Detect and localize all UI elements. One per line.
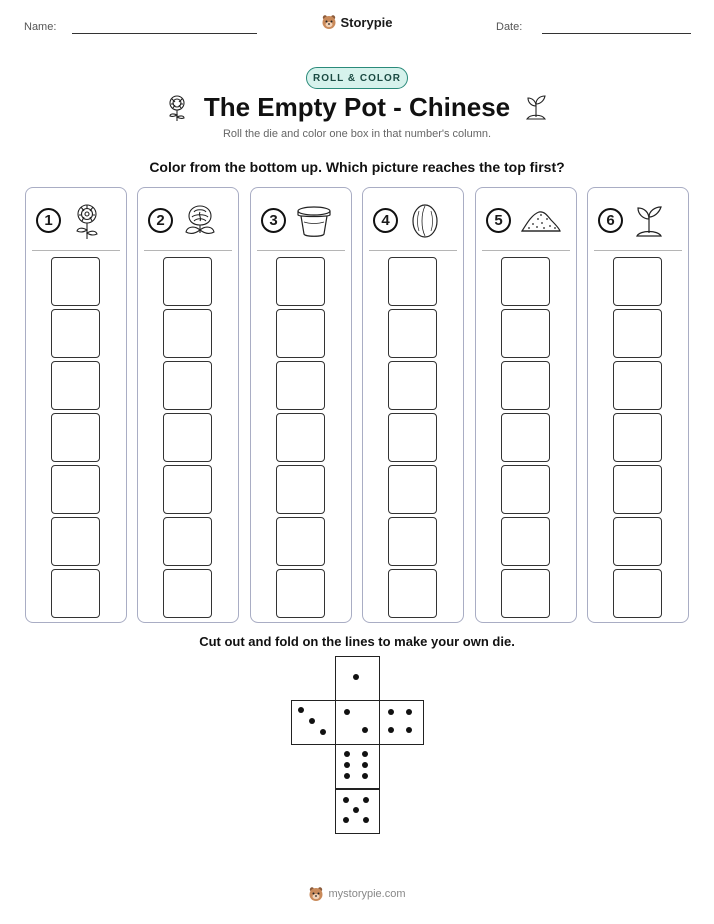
cut-instruction: Cut out and fold on the lines to make your own die. (199, 634, 515, 649)
die-pip (353, 674, 359, 680)
color-box[interactable] (388, 257, 437, 306)
column-5 (475, 187, 577, 623)
column-2 (137, 187, 239, 623)
column-divider (482, 250, 570, 251)
column-header (26, 188, 126, 250)
die-pip (344, 762, 350, 768)
color-box[interactable] (613, 257, 662, 306)
column-3 (250, 187, 352, 623)
peony-flower-icon (182, 202, 218, 240)
page-subtitle: Roll the die and color one box in that number's column. (222, 128, 492, 140)
die-pip (343, 797, 349, 803)
flower-pot-icon (295, 202, 333, 240)
color-box[interactable] (613, 517, 662, 566)
color-box[interactable] (501, 309, 550, 358)
color-box[interactable] (388, 309, 437, 358)
die-pip (343, 817, 349, 823)
color-box[interactable] (276, 569, 325, 618)
sprout-icon (632, 202, 666, 240)
die-pip (388, 727, 394, 733)
color-box[interactable] (276, 257, 325, 306)
color-box[interactable] (51, 413, 100, 462)
column-number: 3 (261, 208, 286, 233)
name-line[interactable] (72, 33, 257, 34)
color-box[interactable] (163, 517, 212, 566)
color-box[interactable] (51, 465, 100, 514)
column-4 (362, 187, 464, 623)
name-label: Name: (24, 21, 57, 33)
footer-url[interactable]: mystorypie.com (328, 888, 406, 900)
column-divider (257, 250, 345, 251)
column-number: 1 (36, 208, 61, 233)
column-header (476, 188, 576, 250)
color-box[interactable] (51, 309, 100, 358)
color-box[interactable] (388, 465, 437, 514)
column-header (138, 188, 238, 250)
color-box[interactable] (388, 569, 437, 618)
die-face-2 (335, 700, 380, 745)
column-divider (369, 250, 457, 251)
column-number: 6 (598, 208, 623, 233)
die-pip (362, 727, 368, 733)
die-pip (406, 709, 412, 715)
sprout-icon (522, 92, 550, 122)
color-box[interactable] (501, 517, 550, 566)
die-pip (363, 817, 369, 823)
color-box[interactable] (51, 569, 100, 618)
die-pip (353, 807, 359, 813)
color-box[interactable] (388, 517, 437, 566)
die-pip (344, 751, 350, 757)
color-box[interactable] (163, 361, 212, 410)
date-label: Date: (496, 21, 523, 33)
die-face-3 (291, 700, 336, 745)
die-pip (298, 707, 304, 713)
die-face-5 (335, 789, 380, 834)
storypie-mascot-icon (308, 886, 324, 902)
column-6 (587, 187, 689, 623)
column-number: 5 (486, 208, 511, 233)
page-title: The Empty Pot - Chinese (203, 92, 511, 122)
color-box[interactable] (501, 413, 550, 462)
die-pip (344, 773, 350, 779)
die-face-4 (379, 700, 424, 745)
color-box[interactable] (51, 257, 100, 306)
color-box[interactable] (613, 309, 662, 358)
soil-pile-icon (520, 202, 562, 240)
column-divider (594, 250, 682, 251)
color-box[interactable] (613, 465, 662, 514)
die-pip (320, 729, 326, 735)
color-box[interactable] (276, 361, 325, 410)
brand-name: Storypie (340, 14, 393, 30)
brand-logo (0, 14, 714, 30)
color-box[interactable] (163, 257, 212, 306)
date-line[interactable] (542, 33, 691, 34)
color-box[interactable] (501, 361, 550, 410)
color-box[interactable] (276, 413, 325, 462)
die-pip (363, 797, 369, 803)
storypie-mascot-icon (321, 14, 337, 30)
color-box[interactable] (613, 361, 662, 410)
color-box[interactable] (163, 569, 212, 618)
column-number: 2 (148, 208, 173, 233)
die-pip (309, 718, 315, 724)
die-pip (362, 773, 368, 779)
column-header (588, 188, 688, 250)
color-box[interactable] (501, 569, 550, 618)
column-header (251, 188, 351, 250)
color-box[interactable] (276, 465, 325, 514)
column-number: 4 (373, 208, 398, 233)
column-divider (144, 250, 232, 251)
color-box[interactable] (501, 465, 550, 514)
chrysanthemum-flower-icon (70, 202, 104, 240)
die-face-1 (335, 656, 380, 701)
color-box[interactable] (388, 361, 437, 410)
die-face-6 (335, 744, 380, 789)
color-box[interactable] (388, 413, 437, 462)
footer (0, 886, 714, 902)
instruction-text: Color from the bottom up. Which picture reaches the top first? (149, 159, 565, 175)
color-box[interactable] (51, 517, 100, 566)
color-box[interactable] (163, 309, 212, 358)
die-pip (406, 727, 412, 733)
color-box[interactable] (613, 569, 662, 618)
color-box[interactable] (276, 517, 325, 566)
color-box[interactable] (163, 413, 212, 462)
color-box[interactable] (276, 309, 325, 358)
color-box[interactable] (51, 361, 100, 410)
color-box[interactable] (613, 413, 662, 462)
column-header (363, 188, 463, 250)
die-pip (388, 709, 394, 715)
column-divider (32, 250, 120, 251)
die-pip (344, 709, 350, 715)
column-1 (25, 187, 127, 623)
seed-icon (407, 202, 443, 240)
color-box[interactable] (163, 465, 212, 514)
roll-and-color-badge: ROLL & COLOR (306, 67, 408, 89)
die-pip (362, 751, 368, 757)
color-box[interactable] (501, 257, 550, 306)
die-pip (362, 762, 368, 768)
